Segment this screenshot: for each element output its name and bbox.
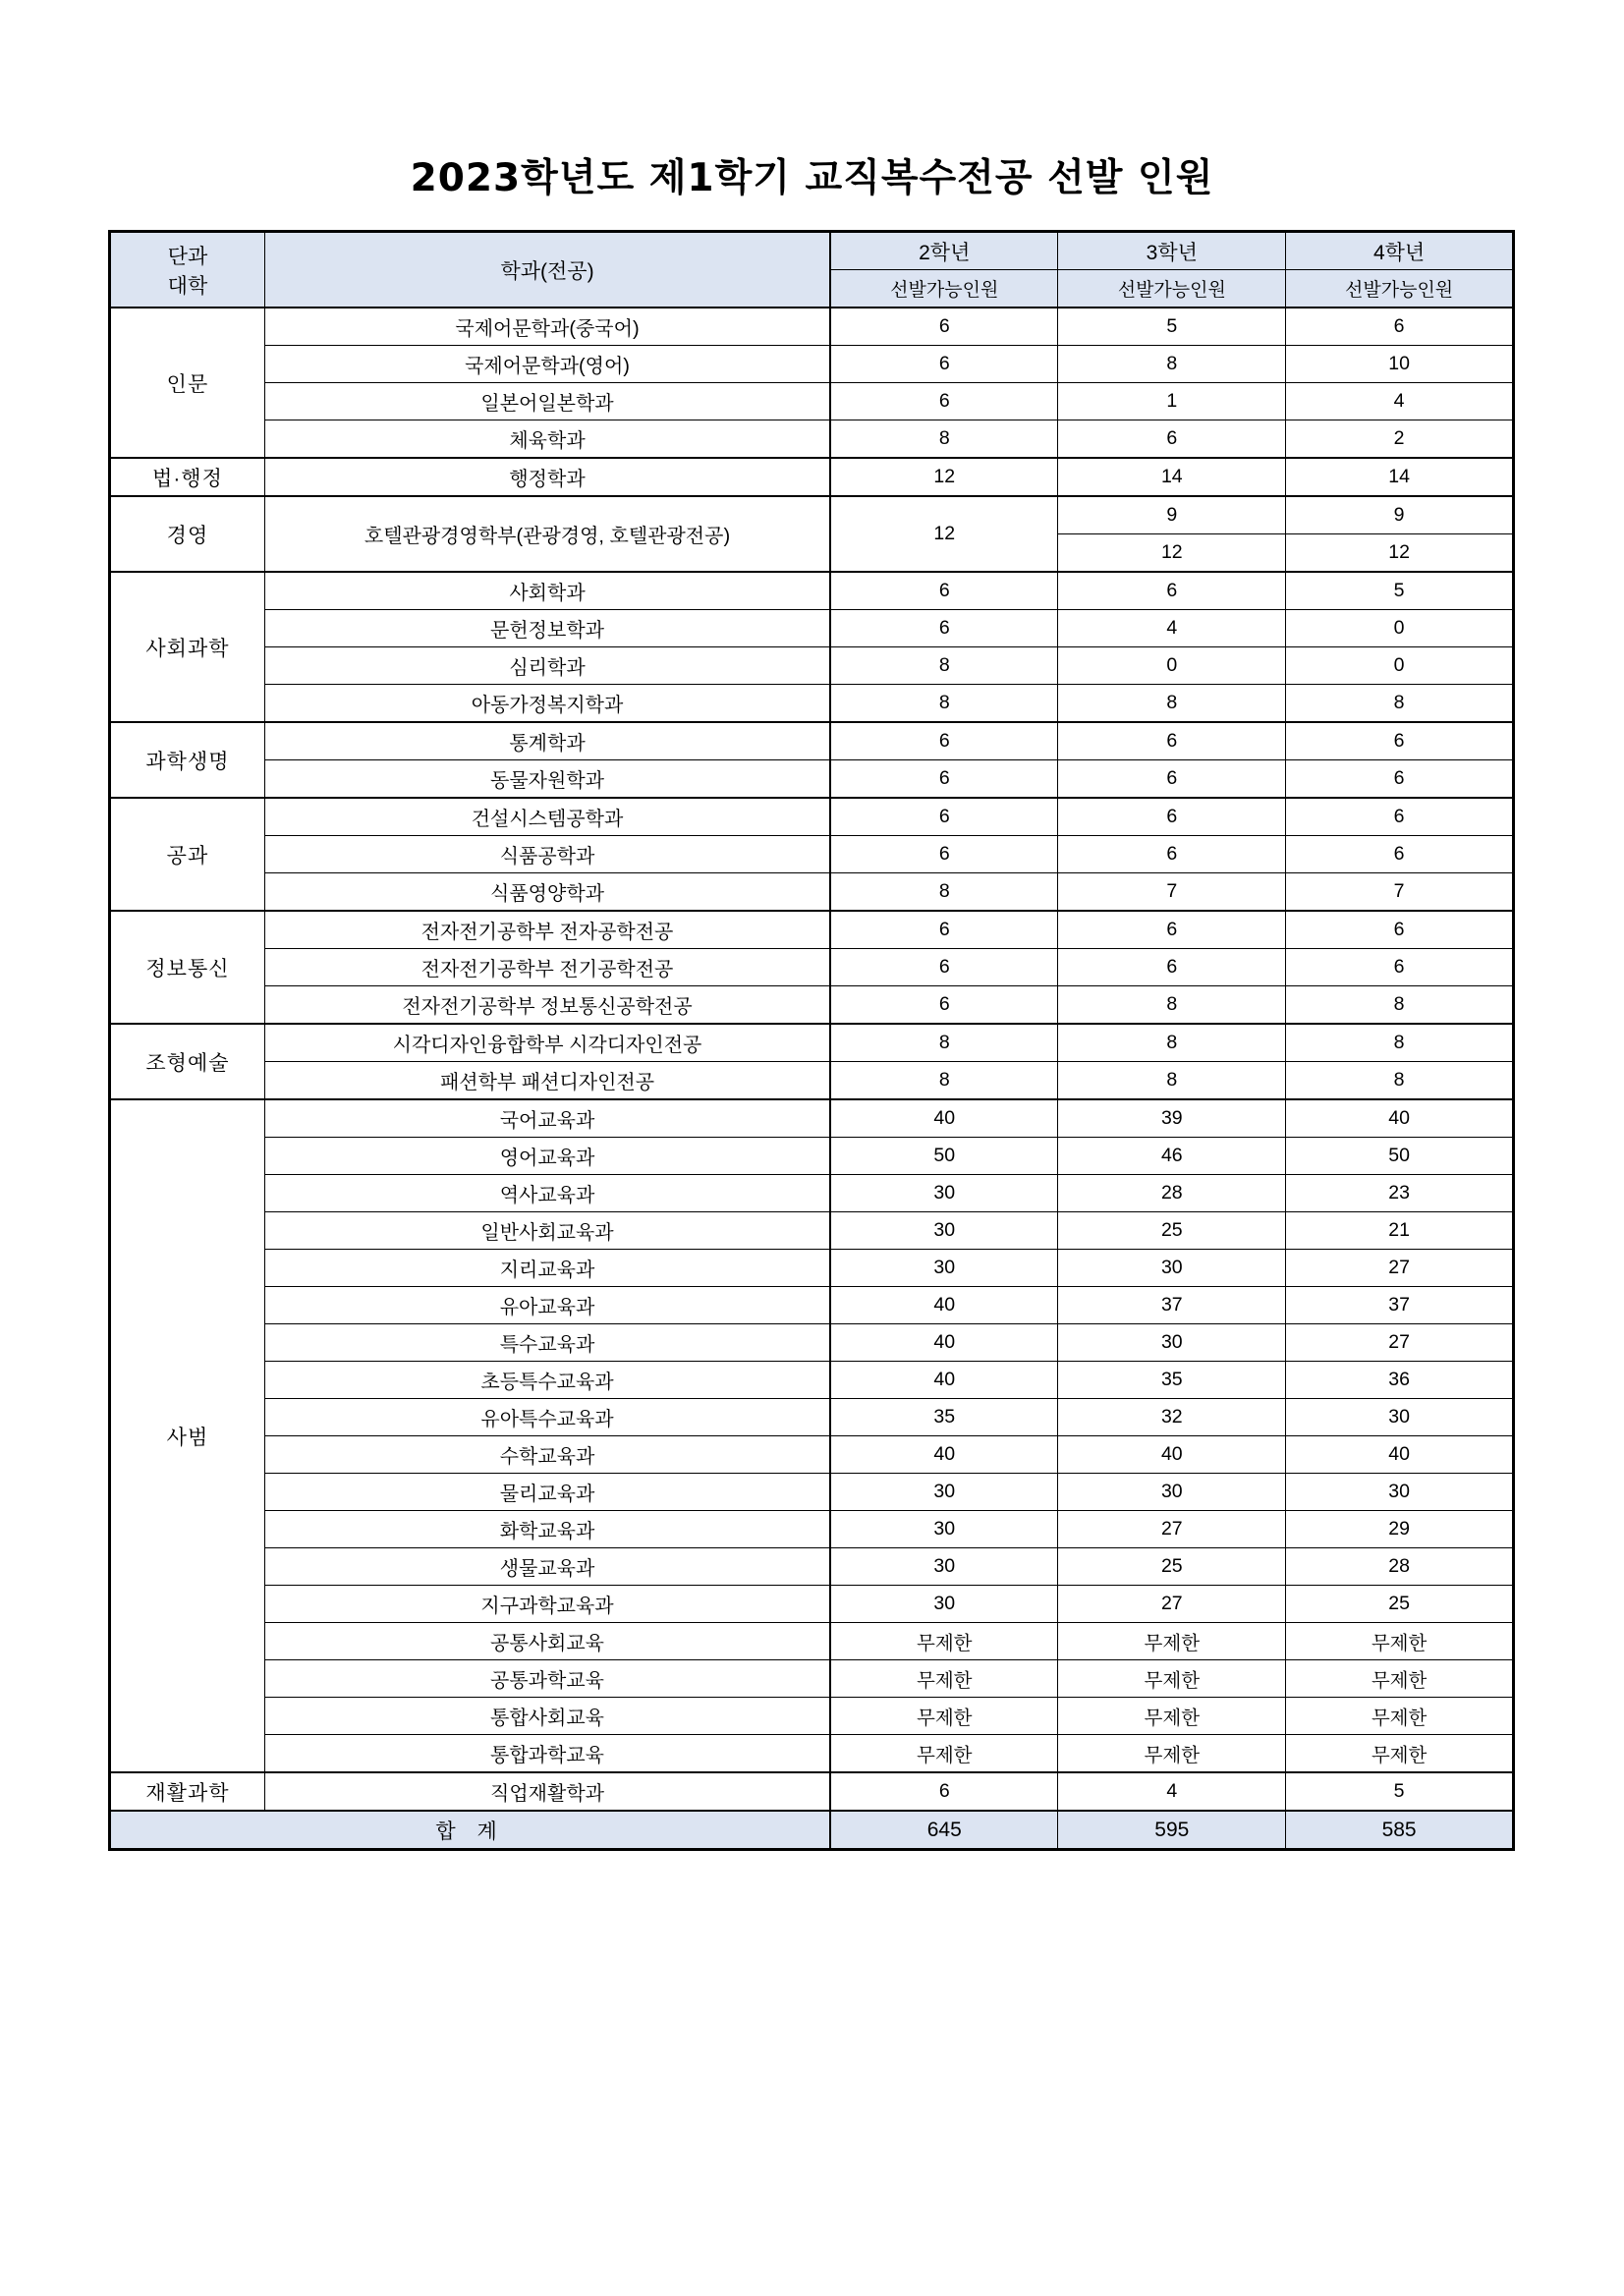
major-cell: 식품영양학과 [264, 873, 830, 912]
major-cell: 유아교육과 [264, 1287, 830, 1324]
major-cell: 공통과학교육 [264, 1660, 830, 1698]
grade2-value: 30 [830, 1175, 1058, 1212]
major-cell: 행정학과 [264, 458, 830, 496]
major-cell: 식품공학과 [264, 836, 830, 873]
grade3-value: 6 [1058, 722, 1286, 760]
grade4-value: 6 [1286, 949, 1514, 986]
grade2-value: 무제한 [830, 1698, 1058, 1735]
grade2-value: 6 [830, 610, 1058, 647]
major-cell: 통합사회교육 [264, 1698, 830, 1735]
grade2-value: 8 [830, 420, 1058, 459]
grade2-value: 8 [830, 685, 1058, 723]
college-cell: 법·행정 [110, 458, 265, 496]
major-cell: 국제어문학과(영어) [264, 346, 830, 383]
grade2-value: 40 [830, 1099, 1058, 1138]
grade4-value: 6 [1286, 798, 1514, 836]
grade4-value: 무제한 [1286, 1698, 1514, 1735]
table-row [110, 986, 1514, 1025]
grade4-value: 14 [1286, 458, 1514, 496]
table-row [110, 572, 1514, 610]
grade2-value: 50 [830, 1138, 1058, 1175]
major-cell: 일반사회교육과 [264, 1212, 830, 1250]
grade3-value: 4 [1058, 610, 1286, 647]
table-row [110, 798, 1514, 836]
table-row [110, 1250, 1514, 1287]
grade2-value: 40 [830, 1362, 1058, 1399]
total-grade2: 645 [830, 1811, 1058, 1850]
table-row [110, 722, 1514, 760]
table-row [110, 1660, 1514, 1698]
major-cell: 전자전기공학부 전기공학전공 [264, 949, 830, 986]
major-cell: 일본어일본학과 [264, 383, 830, 420]
grade2-value: 40 [830, 1436, 1058, 1474]
major-cell: 사회학과 [264, 572, 830, 610]
grade3-value: 14 [1058, 458, 1286, 496]
grade3-value: 40 [1058, 1436, 1286, 1474]
grade4-value: 37 [1286, 1287, 1514, 1324]
grade2-value: 6 [830, 308, 1058, 346]
table-row [110, 1735, 1514, 1773]
grade4-value: 무제한 [1286, 1623, 1514, 1660]
grade2-value: 30 [830, 1212, 1058, 1250]
grade3-value: 8 [1058, 685, 1286, 723]
grade4-value: 0 [1286, 610, 1514, 647]
grade3-value: 28 [1058, 1175, 1286, 1212]
grade4-value: 5 [1286, 572, 1514, 610]
grade2-value: 30 [830, 1474, 1058, 1511]
table-row [110, 1623, 1514, 1660]
header-major: 학과(전공) [264, 232, 830, 308]
grade3-value: 30 [1058, 1324, 1286, 1362]
grade2-value: 무제한 [830, 1735, 1058, 1773]
grade4-value: 6 [1286, 836, 1514, 873]
major-cell: 유아특수교육과 [264, 1399, 830, 1436]
grade2-value: 30 [830, 1511, 1058, 1548]
grade4-value: 27 [1286, 1250, 1514, 1287]
table-row [110, 1212, 1514, 1250]
grade3-value: 32 [1058, 1399, 1286, 1436]
major-cell: 동물자원학과 [264, 760, 830, 799]
college-cell: 과학생명 [110, 722, 265, 798]
grade4-value: 21 [1286, 1212, 1514, 1250]
header-grade4-sub: 선발가능인원 [1286, 270, 1514, 308]
table-row [110, 1399, 1514, 1436]
grade2-value: 12 [830, 496, 1058, 572]
major-cell: 직업재활학과 [264, 1772, 830, 1811]
header-grade3-sub: 선발가능인원 [1058, 270, 1286, 308]
table-row [110, 1324, 1514, 1362]
table-row [110, 1586, 1514, 1623]
grade2-value: 6 [830, 836, 1058, 873]
major-cell: 시각디자인융합학부 시각디자인전공 [264, 1024, 830, 1062]
grade4-value: 10 [1286, 346, 1514, 383]
grade3-value: 무제한 [1058, 1660, 1286, 1698]
grade2-value: 40 [830, 1287, 1058, 1324]
grade3-value: 39 [1058, 1099, 1286, 1138]
grade3-value: 27 [1058, 1511, 1286, 1548]
table-row [110, 610, 1514, 647]
college-cell: 공과 [110, 798, 265, 911]
total-grade3: 595 [1058, 1811, 1286, 1850]
grade3-value: 6 [1058, 798, 1286, 836]
major-cell: 전자전기공학부 전자공학전공 [264, 911, 830, 949]
grade4-value: 8 [1286, 685, 1514, 723]
table-row [110, 1287, 1514, 1324]
grade3-value: 27 [1058, 1586, 1286, 1623]
table-header-row-1 [110, 232, 1514, 270]
table-row [110, 346, 1514, 383]
table-row [110, 836, 1514, 873]
grade2-value: 8 [830, 873, 1058, 912]
page-title: 2023학년도 제1학기 교직복수전공 선발 인원 [410, 156, 1214, 200]
grade3-value: 8 [1058, 1062, 1286, 1100]
grade4-value: 무제한 [1286, 1660, 1514, 1698]
grade3-value: 46 [1058, 1138, 1286, 1175]
grade2-value: 6 [830, 572, 1058, 610]
table-row [110, 1175, 1514, 1212]
major-cell: 공통사회교육 [264, 1623, 830, 1660]
grade4-value: 8 [1286, 1062, 1514, 1100]
table-row [110, 420, 1514, 459]
total-label: 합 계 [110, 1811, 831, 1850]
grade2-value: 8 [830, 647, 1058, 685]
grade2-value: 6 [830, 346, 1058, 383]
grade4-value: 12 [1286, 534, 1514, 573]
grade4-value: 8 [1286, 986, 1514, 1025]
major-cell: 심리학과 [264, 647, 830, 685]
grade3-value: 0 [1058, 647, 1286, 685]
grade2-value: 12 [830, 458, 1058, 496]
grade3-value: 25 [1058, 1548, 1286, 1586]
table-row [110, 1436, 1514, 1474]
grade3-value: 8 [1058, 346, 1286, 383]
grade4-value: 25 [1286, 1586, 1514, 1623]
table-row [110, 496, 1514, 534]
grade3-value: 8 [1058, 1024, 1286, 1062]
grade2-value: 6 [830, 798, 1058, 836]
header-college-line2: 대학 [167, 274, 208, 298]
table-row [110, 1698, 1514, 1735]
major-cell: 초등특수교육과 [264, 1362, 830, 1399]
table-row [110, 1024, 1514, 1062]
table-row [110, 1099, 1514, 1138]
grade2-value: 30 [830, 1586, 1058, 1623]
major-cell: 지구과학교육과 [264, 1586, 830, 1623]
grade4-value: 4 [1286, 383, 1514, 420]
grade4-value: 6 [1286, 308, 1514, 346]
major-cell: 체육학과 [264, 420, 830, 459]
table-row [110, 760, 1514, 799]
grade3-value: 5 [1058, 308, 1286, 346]
grade3-value: 12 [1058, 534, 1286, 573]
grade2-value: 40 [830, 1324, 1058, 1362]
grade4-value: 40 [1286, 1099, 1514, 1138]
table-row [110, 647, 1514, 685]
grade3-value: 9 [1058, 496, 1286, 534]
table-row [110, 383, 1514, 420]
grade3-value: 25 [1058, 1212, 1286, 1250]
grade2-value: 6 [830, 1772, 1058, 1811]
grade3-value: 7 [1058, 873, 1286, 912]
header-college-line1: 단과 [167, 245, 208, 268]
table-row [110, 1511, 1514, 1548]
grade4-value: 8 [1286, 1024, 1514, 1062]
grade2-value: 8 [830, 1024, 1058, 1062]
grade4-value: 5 [1286, 1772, 1514, 1811]
grade3-value: 무제한 [1058, 1623, 1286, 1660]
major-cell: 물리교육과 [264, 1474, 830, 1511]
grade3-value: 무제한 [1058, 1735, 1286, 1773]
table-row [110, 685, 1514, 723]
college-cell: 사회과학 [110, 572, 265, 722]
header-college [110, 232, 265, 308]
grade3-value: 1 [1058, 383, 1286, 420]
major-cell: 지리교육과 [264, 1250, 830, 1287]
college-cell: 사범 [110, 1099, 265, 1772]
grade4-value: 36 [1286, 1362, 1514, 1399]
grade4-value: 28 [1286, 1548, 1514, 1586]
table-row [110, 308, 1514, 346]
grade4-value: 27 [1286, 1324, 1514, 1362]
grade4-value: 23 [1286, 1175, 1514, 1212]
table-row [110, 1772, 1514, 1811]
header-grade2-sub: 선발가능인원 [830, 270, 1058, 308]
grade4-value: 29 [1286, 1511, 1514, 1548]
college-cell: 재활과학 [110, 1772, 265, 1811]
major-cell: 특수교육과 [264, 1324, 830, 1362]
table-row [110, 458, 1514, 496]
major-cell: 수학교육과 [264, 1436, 830, 1474]
grade4-value: 무제한 [1286, 1735, 1514, 1773]
major-cell: 화학교육과 [264, 1511, 830, 1548]
grade3-value: 30 [1058, 1250, 1286, 1287]
grade2-value: 6 [830, 722, 1058, 760]
grade2-value: 6 [830, 949, 1058, 986]
grade4-value: 30 [1286, 1399, 1514, 1436]
grade4-value: 7 [1286, 873, 1514, 912]
major-cell: 문헌정보학과 [264, 610, 830, 647]
major-cell: 호텔관광경영학부(관광경영, 호텔관광전공) [264, 496, 830, 572]
grade2-value: 30 [830, 1250, 1058, 1287]
grade4-value: 0 [1286, 647, 1514, 685]
grade3-value: 무제한 [1058, 1698, 1286, 1735]
grade3-value: 6 [1058, 420, 1286, 459]
grade2-value: 6 [830, 760, 1058, 799]
grade3-value: 6 [1058, 572, 1286, 610]
table-row [110, 911, 1514, 949]
major-cell: 영어교육과 [264, 1138, 830, 1175]
header-grade2: 2학년 [830, 232, 1058, 270]
grade2-value: 6 [830, 986, 1058, 1025]
grade2-value: 8 [830, 1062, 1058, 1100]
grade4-value: 50 [1286, 1138, 1514, 1175]
college-cell: 정보통신 [110, 911, 265, 1024]
grade4-value: 6 [1286, 911, 1514, 949]
grade4-value: 30 [1286, 1474, 1514, 1511]
table-row [110, 1138, 1514, 1175]
grade3-value: 35 [1058, 1362, 1286, 1399]
grade2-value: 30 [830, 1548, 1058, 1586]
major-cell: 아동가정복지학과 [264, 685, 830, 723]
header-grade3: 3학년 [1058, 232, 1286, 270]
major-cell: 패션학부 패션디자인전공 [264, 1062, 830, 1100]
table-row [110, 1062, 1514, 1100]
table-row [110, 949, 1514, 986]
grade2-value: 무제한 [830, 1660, 1058, 1698]
college-cell: 경영 [110, 496, 265, 572]
college-cell: 인문 [110, 308, 265, 458]
header-grade4: 4학년 [1286, 232, 1514, 270]
table-row [110, 1474, 1514, 1511]
grade2-value: 35 [830, 1399, 1058, 1436]
grade2-value: 무제한 [830, 1623, 1058, 1660]
grade4-value: 40 [1286, 1436, 1514, 1474]
major-cell: 통계학과 [264, 722, 830, 760]
grade2-value: 6 [830, 383, 1058, 420]
grade3-value: 4 [1058, 1772, 1286, 1811]
grade4-value: 2 [1286, 420, 1514, 459]
grade3-value: 6 [1058, 760, 1286, 799]
grade3-value: 6 [1058, 911, 1286, 949]
table-row [110, 873, 1514, 912]
grade4-value: 6 [1286, 722, 1514, 760]
college-cell: 조형예술 [110, 1024, 265, 1099]
grade2-value: 6 [830, 911, 1058, 949]
major-cell: 국제어문학과(중국어) [264, 308, 830, 346]
major-cell: 건설시스템공학과 [264, 798, 830, 836]
selection-quota-table [108, 230, 1515, 1851]
grade4-value: 9 [1286, 496, 1514, 534]
grade3-value: 6 [1058, 836, 1286, 873]
major-cell: 생물교육과 [264, 1548, 830, 1586]
grade3-value: 30 [1058, 1474, 1286, 1511]
grade3-value: 6 [1058, 949, 1286, 986]
grade3-value: 37 [1058, 1287, 1286, 1324]
grade3-value: 8 [1058, 986, 1286, 1025]
major-cell: 통합과학교육 [264, 1735, 830, 1773]
grade4-value: 6 [1286, 760, 1514, 799]
table-row [110, 1362, 1514, 1399]
major-cell: 국어교육과 [264, 1099, 830, 1138]
total-row [110, 1811, 1514, 1850]
major-cell: 전자전기공학부 정보통신공학전공 [264, 986, 830, 1025]
total-grade4: 585 [1286, 1811, 1514, 1850]
major-cell: 역사교육과 [264, 1175, 830, 1212]
table-row [110, 1548, 1514, 1586]
